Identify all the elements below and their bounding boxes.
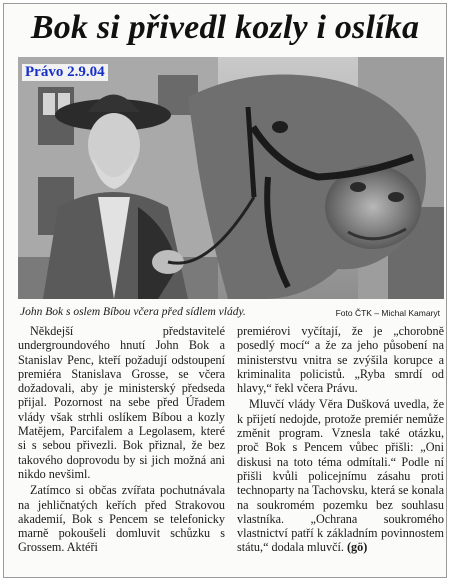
paragraph: Zatímco si občas zvířata pochutnávala na jehličnatých keřích před Strakovou akademií, Bok s Pencem se telefonicky marně pokoušeli domluvit schůzku s Grossem. Aktéři: [18, 483, 225, 555]
paragraph-text: Mluvčí vlády Věra Dušková uvedla, že k přijetí nedojde, protože premiér nemůže změnit program. Vznesla také otázku, proč Bok s Pencem vůbec přišli: „Oni diskusi na toto téma odmítali.“ Podle ní přišli kvůli policejnímu zásahu proti technoparty na Tachovsku, která se konala na soukromém pozemku bez souhlasu vlastníka. „Ochrana soukromého vlastnictví patří k základním povinnostem státu,“ dodala mluvčí.: [237, 397, 444, 555]
article-body: [18, 324, 444, 574]
photo-caption: [20, 304, 440, 320]
source-date-tag: Právo 2.9.04: [22, 64, 108, 81]
news-photo: [18, 57, 444, 299]
column-right: [237, 324, 444, 574]
headline: Bok si přivedl kozly i oslíka: [30, 9, 420, 46]
paragraph: Někdejší představitelé undergroundového hnutí John Bok a Stanislav Penc, kteří požadují odstoupení premiéra Stanislava Grosse, se včera dožadovali, aby je ministerský předseda přijal. Pozornost na sebe před Úřadem vlády však strhli oslíkem Bíbou a kozly Matějem, Parcifalem a Legolasem, které si s sebou přivezli. Bok přiznal, že bez takového doprovodu by si jich možná ani nikdo nevšiml.: [18, 324, 225, 481]
author-signature: (gö): [347, 540, 368, 555]
column-left: [18, 324, 225, 574]
caption-text: John Bok s oslem Bíbou včera před sídlem vlády.: [20, 306, 246, 318]
photo-credit: Foto ČTK – Michal Kamaryt: [335, 308, 440, 318]
paragraph: [237, 397, 444, 554]
newspaper-clipping: [3, 3, 447, 578]
paragraph-continued: premiérovi vyčítají, že je „chorobně posedlý mocí“ a že za jeho působení na ministerstvu vnitra se zvýšila korupce a kriminalita policistů. „Ryba smrdí od hlavy,“ řekl včera Právu.: [237, 324, 444, 396]
photo-illustration: [18, 57, 444, 299]
